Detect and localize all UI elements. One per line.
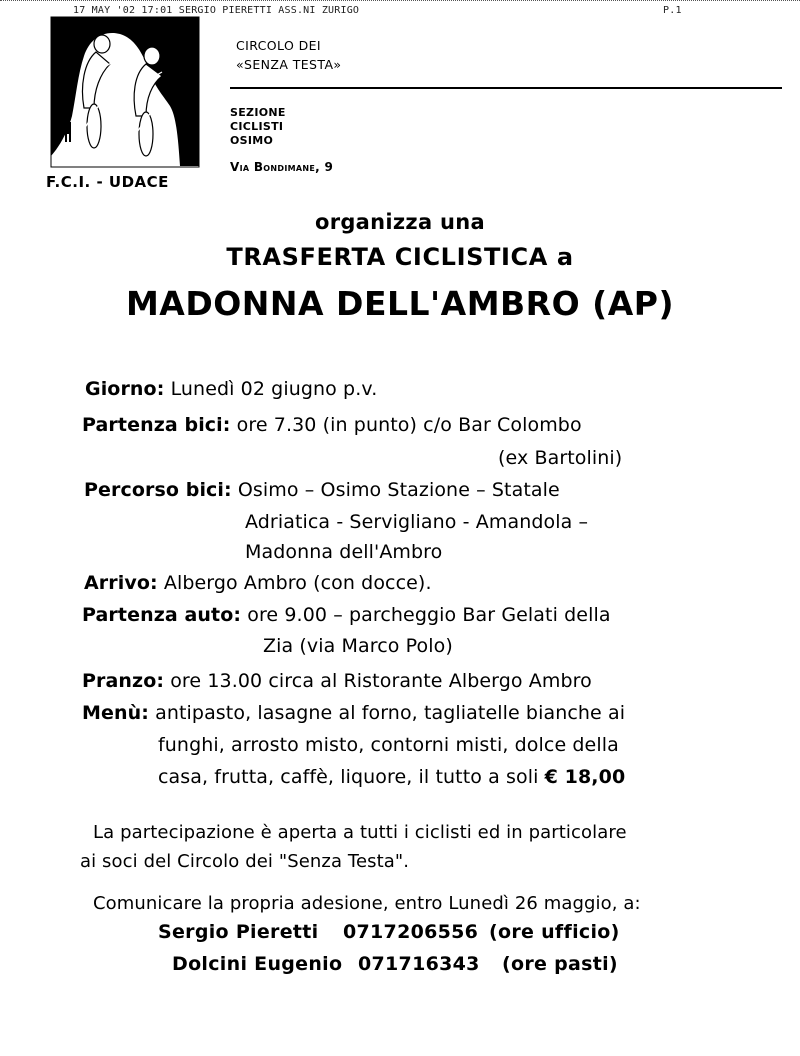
partenza-auto-value-1: ore 9.00 – parcheggio Bar Gelati della (247, 604, 611, 626)
menu-price: € 18,00 (544, 766, 626, 788)
percorso-value-2: Adriatica - Servigliano - Amandola – (245, 511, 589, 533)
contact-note-1: (ore ufficio) (489, 921, 620, 943)
menu-label: Menù: (82, 702, 149, 724)
menu-row (82, 702, 625, 724)
partenza-auto-value-2: Zia (via Marco Polo) (263, 635, 453, 657)
destination-title: MADONNA DELL'AMBRO (AP) (125, 284, 675, 323)
partenza-bici-row (82, 414, 582, 436)
fax-page-number: P.1 (663, 5, 682, 16)
partenza-auto-label: Partenza auto: (82, 604, 242, 626)
trasferta-heading: TRASFERTA CICLISTICA a (226, 243, 574, 271)
arrivo-value: Albergo Ambro (con docce). (163, 572, 432, 594)
partenza-bici-value-2: (ex Bartolini) (498, 447, 623, 469)
pranzo-label: Pranzo: (82, 670, 165, 692)
address-line: Via Bondimane, 9 (230, 160, 334, 174)
circolo-line-1: CIRCOLO DEI (236, 38, 321, 53)
percorso-row (84, 479, 560, 501)
partecipazione-line-1: La partecipazione è aperta a tutti i ciclisti ed in particolare (93, 822, 627, 843)
arrivo-label: Arrivo: (84, 572, 158, 594)
organizza-heading: organizza una (314, 210, 486, 234)
partenza-bici-label: Partenza bici: (82, 414, 231, 436)
partenza-bici-value: ore 7.30 (in punto) c/o Bar Colombo (236, 414, 582, 436)
pranzo-value: ore 13.00 circa al Ristorante Albergo Ambro (170, 670, 592, 692)
menu-value-2: funghi, arrosto misto, contorni misti, dolce della (158, 734, 619, 756)
circolo-line-2: «SENZA TESTA» (236, 57, 342, 72)
cyclists-logo-image (50, 16, 200, 168)
pranzo-row (82, 670, 592, 692)
contact-name-1: Sergio Pieretti (158, 921, 319, 943)
fax-header-text: 17 MAY '02 17:01 SERGIO PIERETTI ASS.NI ZURIGO (73, 5, 360, 16)
menu-value-1: antipasto, lasagne al forno, tagliatelle bianche ai (155, 702, 626, 724)
percorso-value-3: Madonna dell'Ambro (245, 541, 443, 563)
sezione-line-3: OSIMO (230, 134, 274, 147)
giorno-row (85, 378, 377, 400)
menu-value-3: casa, frutta, caffè, liquore, il tutto a soli (158, 766, 539, 788)
arrivo-row (84, 572, 432, 594)
fax-top-border (0, 0, 800, 1)
contact-name-2: Dolcini Eugenio (172, 953, 343, 975)
percorso-value-1: Osimo – Osimo Stazione – Statale (237, 479, 560, 501)
contact-phone-2: 071716343 (358, 953, 480, 975)
percorso-label: Percorso bici: (84, 479, 232, 501)
menu-value-3-row (158, 766, 625, 788)
sezione-line-2: CICLISTI (230, 120, 284, 133)
giorno-value: Lunedì 02 giugno p.v. (170, 378, 378, 400)
contact-note-2: (ore pasti) (502, 953, 618, 975)
partecipazione-line-2: ai soci del Circolo dei "Senza Testa". (80, 851, 410, 872)
fci-udace-caption: F.C.I. - UDACE (46, 173, 169, 191)
contact-phone-1: 0717206556 (343, 921, 479, 943)
sezione-line-1: SEZIONE (230, 106, 286, 119)
letterhead-rule (230, 87, 782, 89)
comunicare-line: Comunicare la propria adesione, entro Lunedì 26 maggio, a: (93, 893, 641, 914)
partenza-auto-row (82, 604, 611, 626)
giorno-label: Giorno: (85, 378, 165, 400)
